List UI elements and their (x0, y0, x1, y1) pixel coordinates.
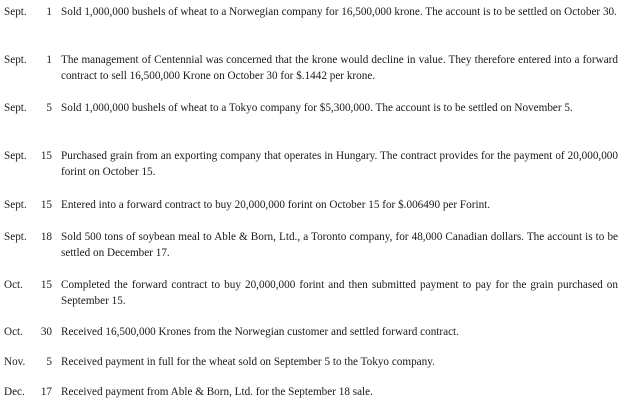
entry-day: 18 (40, 231, 52, 243)
transaction-entry (0, 148, 626, 180)
transaction-entry (0, 354, 626, 370)
entry-month: Oct. (4, 279, 23, 291)
entry-month: Dec. (4, 386, 25, 398)
entry-description: Received payment from Able & Born, Ltd. for the September 18 sale. (61, 386, 373, 398)
entry-month: Nov. (4, 356, 26, 368)
entry-month: Sept. (4, 102, 27, 114)
transaction-entry (0, 52, 626, 84)
transaction-entry (0, 100, 626, 116)
transaction-entry (0, 4, 626, 20)
entry-day: 5 (46, 102, 52, 114)
entry-month: Sept. (4, 199, 27, 211)
entry-description: Received 16,500,000 Krones from the Norwegian customer and settled forward contract. (61, 326, 459, 338)
entry-day: 15 (40, 199, 52, 211)
entry-day: 1 (46, 54, 52, 66)
transaction-entry (0, 197, 626, 213)
entry-day: 30 (40, 326, 52, 338)
entry-description: The management of Centennial was concerned that the krone would decline in value. They therefore entered into a forward contract to sell 16,500,000 Krone on October 30 for $.1442 per krone. (61, 54, 618, 82)
entry-description: Sold 1,000,000 bushels of wheat to a Tokyo company for $5,300,000. The account is to be settled on November 5. (61, 102, 573, 114)
entry-day: 5 (46, 356, 52, 368)
entry-description: Completed the forward contract to buy 20,000,000 forint and then submitted payment to pay for the grain purchased on September 15. (61, 279, 618, 307)
entry-day: 15 (40, 150, 52, 162)
entry-description: Received payment in full for the wheat sold on September 5 to the Tokyo company. (61, 356, 435, 368)
entry-month: Sept. (4, 54, 27, 66)
entry-description: Entered into a forward contract to buy 20,000,000 forint on October 15 for $.006490 per Forint. (61, 199, 491, 211)
entry-month: Sept. (4, 150, 27, 162)
entry-description: Sold 500 tons of soybean meal to Able & Born, Ltd., a Toronto company, for 48,000 Canadian dollars. The account is to be settled on December 17. (61, 231, 618, 259)
transaction-entry (0, 384, 626, 400)
transaction-entry (0, 277, 626, 309)
entry-description: Purchased grain from an exporting company that operates in Hungary. The contract provides for the payment of 20,000,000 forint on October 15. (61, 150, 618, 178)
entry-month: Sept. (4, 6, 27, 18)
entry-day: 1 (46, 6, 52, 18)
entry-month: Sept. (4, 231, 27, 243)
entry-day: 15 (40, 279, 52, 291)
transaction-entry (0, 229, 626, 261)
transaction-entry (0, 324, 626, 340)
entry-description: Sold 1,000,000 bushels of wheat to a Norwegian company for 16,500,000 krone. The account is to be settled on October 30. (61, 6, 617, 18)
entry-day: 17 (40, 386, 52, 398)
entry-month: Oct. (4, 326, 23, 338)
